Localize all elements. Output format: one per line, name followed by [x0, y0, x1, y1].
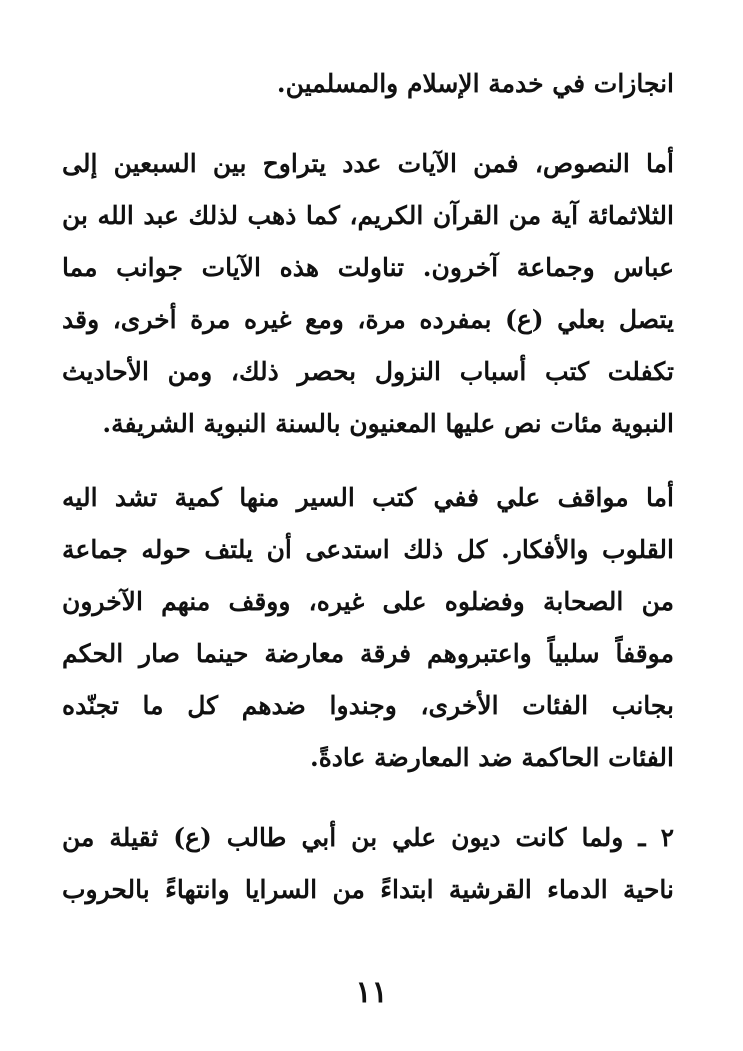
text-line: أما النصوص، فمن الآيات عدد يتراوح بين السبعين إلى — [62, 149, 674, 178]
text-line: ناحية الدماء القرشية ابتداءً من السرايا وانتهاءً بالحروب — [62, 875, 674, 904]
page-number: ١١ — [355, 975, 388, 1010]
text-line: عباس وجماعة آخرون. تناولت هذه الآيات جوانب مما — [62, 253, 674, 282]
paragraph-2 — [62, 138, 674, 450]
text-line: موقفاً سلبياً واعتبروهم فرقة معارضة حينما صار الحكم — [62, 639, 674, 668]
text-line: يتصل بعلي (ع) بمفرده مرة، ومع غيره مرة أخرى، وقد — [62, 305, 674, 334]
paragraph-spacer — [62, 450, 674, 472]
text-line: الفئات الحاكمة ضد المعارضة عادةً. — [309, 743, 674, 772]
paragraph-spacer — [62, 110, 674, 138]
paragraph-1 — [62, 58, 674, 110]
text-line: القلوب والأفكار. كل ذلك استدعى أن يلتف حوله جماعة — [62, 535, 674, 564]
paragraph-3 — [62, 472, 674, 784]
text-line: ٢ ـ ولما كانت ديون علي بن أبي طالب (ع) ثقيلة من — [62, 823, 674, 852]
text-line: بجانب الفئات الأخرى، وجندوا ضدهم كل ما تجنّده — [62, 691, 674, 720]
text-line: انجازات في خدمة الإسلام والمسلمين. — [276, 69, 674, 98]
paragraph-4 — [62, 812, 674, 916]
page-body — [62, 58, 674, 916]
text-line: تكفلت كتب أسباب النزول بحصر ذلك، ومن الأحاديث — [62, 357, 674, 386]
paragraph-spacer — [62, 784, 674, 812]
text-line: من الصحابة وفضلوه على غيره، ووقف منهم الآخرون — [62, 587, 674, 616]
text-line: النبوية مئات نص عليها المعنيون بالسنة النبوية الشريفة. — [102, 409, 674, 438]
text-line: أما مواقف علي ففي كتب السير منها كمية تشد اليه — [62, 483, 674, 512]
text-line: الثلاثمائة آية من القرآن الكريم، كما ذهب لذلك عبد الله بن — [62, 201, 674, 230]
